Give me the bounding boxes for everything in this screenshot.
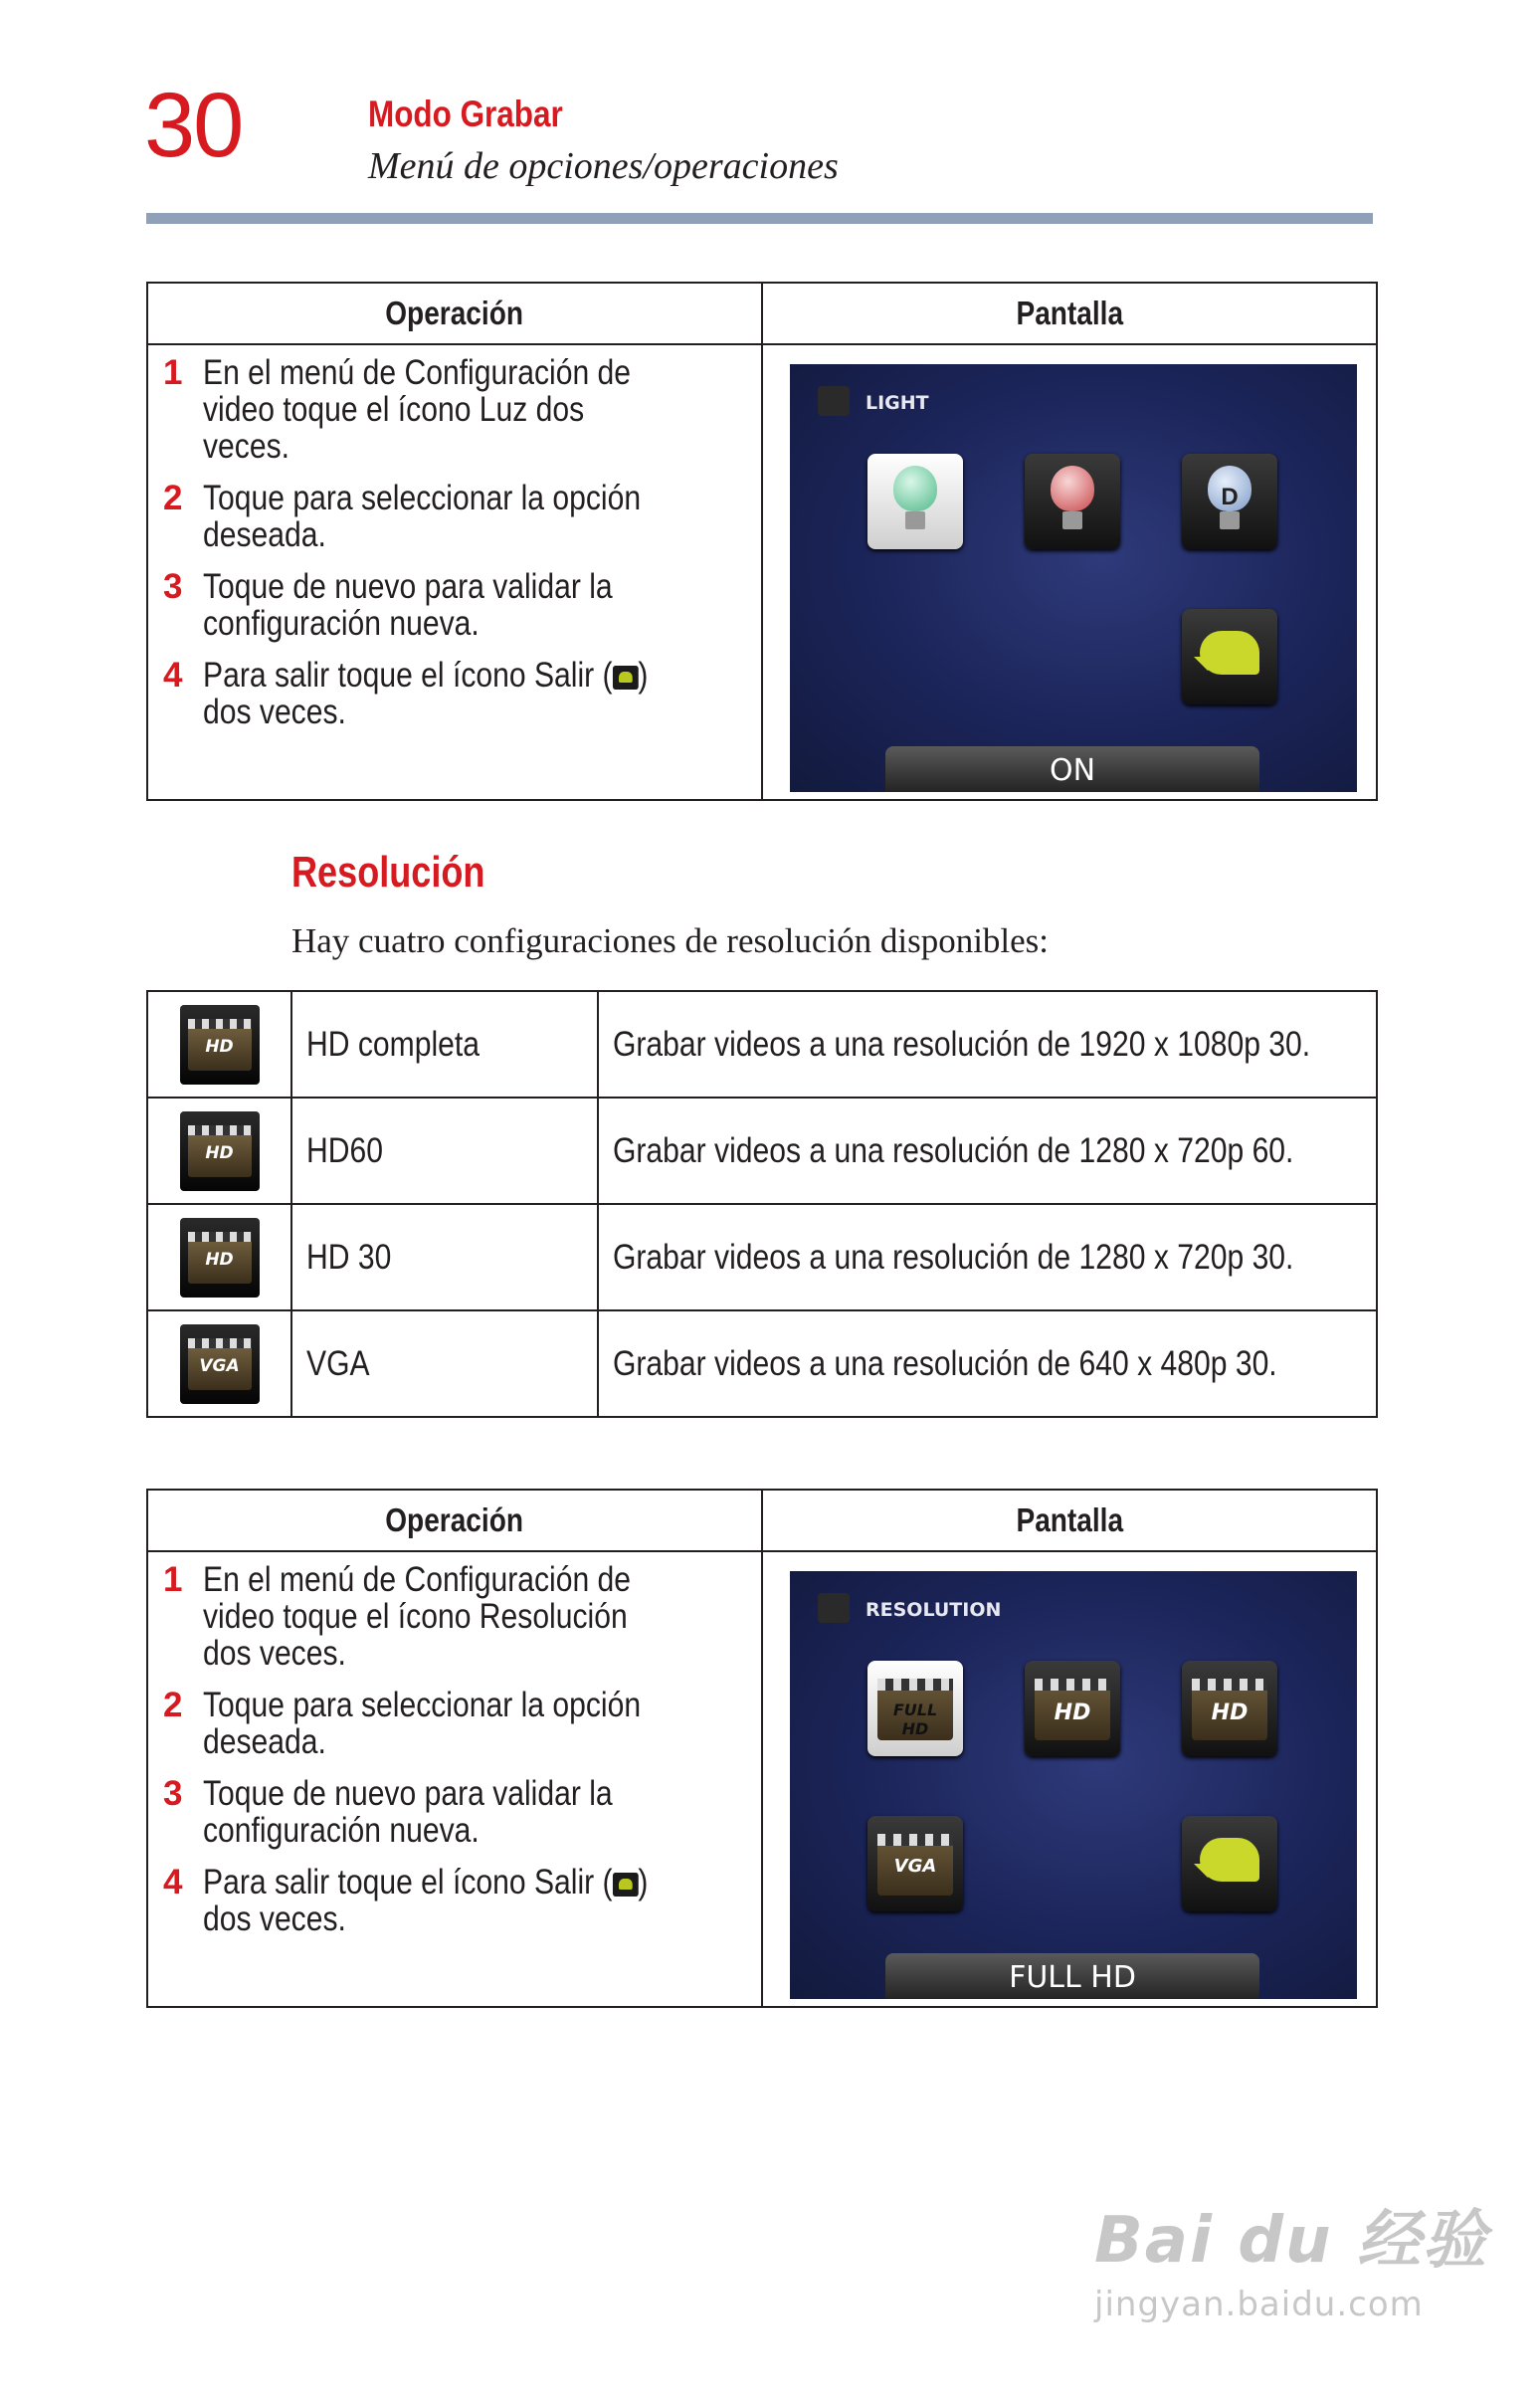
section-title: Modo Grabar [368, 94, 563, 134]
steps-list [149, 1553, 760, 1937]
resolution-heading: Resolución [291, 848, 485, 897]
status-bar: FULL HD [885, 1953, 1259, 1999]
hd60-option[interactable]: HD [1025, 1661, 1120, 1756]
resolution-operation-table [146, 1489, 1378, 2008]
resolution-description: Grabar videos a una resolución de 1280 x 720p 30. [598, 1204, 1377, 1310]
watermark-brand: Bai du 经验 [1094, 2204, 1488, 2278]
hd30-option[interactable]: HD [1182, 1661, 1277, 1756]
resolution-name: HD 30 [291, 1204, 598, 1310]
resolution-name: VGA [291, 1310, 598, 1417]
vga-icon: VGA [180, 1324, 260, 1404]
exit-icon [613, 1873, 639, 1897]
resolution-screen [790, 1571, 1357, 1999]
exit-icon[interactable] [1182, 609, 1277, 704]
full-hd-option[interactable]: FULL HD [867, 1661, 963, 1756]
operation-column-header: Operación [147, 283, 762, 344]
resolution-name: HD60 [291, 1098, 598, 1204]
step-item: 4 Para salir toque el ícono Salir ( ) dos veces. [163, 656, 649, 731]
screen-column-header: Pantalla [762, 1490, 1377, 1551]
resolution-options-table [146, 990, 1378, 1418]
exit-icon [613, 666, 639, 690]
screen-label: LIGHT [866, 392, 929, 414]
resolution-name: HD completa [291, 991, 598, 1098]
section-subtitle: Menú de opciones/operaciones [368, 145, 839, 187]
resolution-description: Grabar videos a una resolución de 1280 x 720p 60. [598, 1098, 1377, 1204]
screen-cell [762, 1551, 1377, 2007]
screen-label: RESOLUTION [866, 1599, 1002, 1621]
light-menu-icon [818, 386, 850, 416]
resolution-description: Grabar videos a una resolución de 640 x 480p 30. [598, 1310, 1377, 1417]
steps-list [149, 346, 760, 730]
exit-icon[interactable] [1182, 1816, 1277, 1911]
baidu-watermark [1094, 2189, 1488, 2324]
full-hd-icon: HD [180, 1005, 260, 1085]
step-item: 2 Toque para seleccionar la opción deseada. [163, 479, 642, 554]
step-item: 1 En el menú de Configuración de video toque el ícono Resolución dos veces. [163, 1560, 632, 1673]
step-item: 3 Toque de nuevo para validar la configuración nueva. [163, 1774, 613, 1850]
operation-steps-cell [147, 344, 762, 800]
hd30-icon: HD [180, 1218, 260, 1298]
resolution-menu-icon [818, 1593, 850, 1623]
light-operation-table [146, 282, 1378, 801]
vga-option[interactable]: VGA [867, 1816, 963, 1911]
table-row [147, 991, 1377, 1098]
step-item: 4 Para salir toque el ícono Salir ( ) dos veces. [163, 1863, 649, 1938]
hd60-icon: HD [180, 1111, 260, 1191]
light-screen [790, 364, 1357, 792]
step-item: 1 En el menú de Configuración de video toque el ícono Luz dos veces. [163, 353, 632, 466]
operation-column-header: Operación [147, 1490, 762, 1551]
status-bar: ON [885, 746, 1259, 792]
screen-cell [762, 344, 1377, 800]
step-item: 3 Toque de nuevo para validar la configuración nueva. [163, 567, 613, 643]
light-bulb-d-icon[interactable]: D [1182, 454, 1277, 549]
page-number: 30 [144, 75, 243, 176]
operation-steps-cell [147, 1551, 762, 2007]
watermark-url: jingyan.baidu.com [1094, 2285, 1424, 2324]
table-row [147, 1204, 1377, 1310]
step-item: 2 Toque para seleccionar la opción deseada. [163, 1686, 642, 1761]
light-bulb-red-icon[interactable] [1025, 454, 1120, 549]
header-rule [146, 213, 1373, 224]
table-row [147, 1098, 1377, 1204]
light-bulb-green-icon[interactable] [867, 454, 963, 549]
resolution-description: Grabar videos a una resolución de 1920 x 1080p 30. [598, 991, 1377, 1098]
resolution-intro: Hay cuatro configuraciones de resolución disponibles: [291, 921, 1050, 960]
screen-column-header: Pantalla [762, 283, 1377, 344]
table-row [147, 1310, 1377, 1417]
